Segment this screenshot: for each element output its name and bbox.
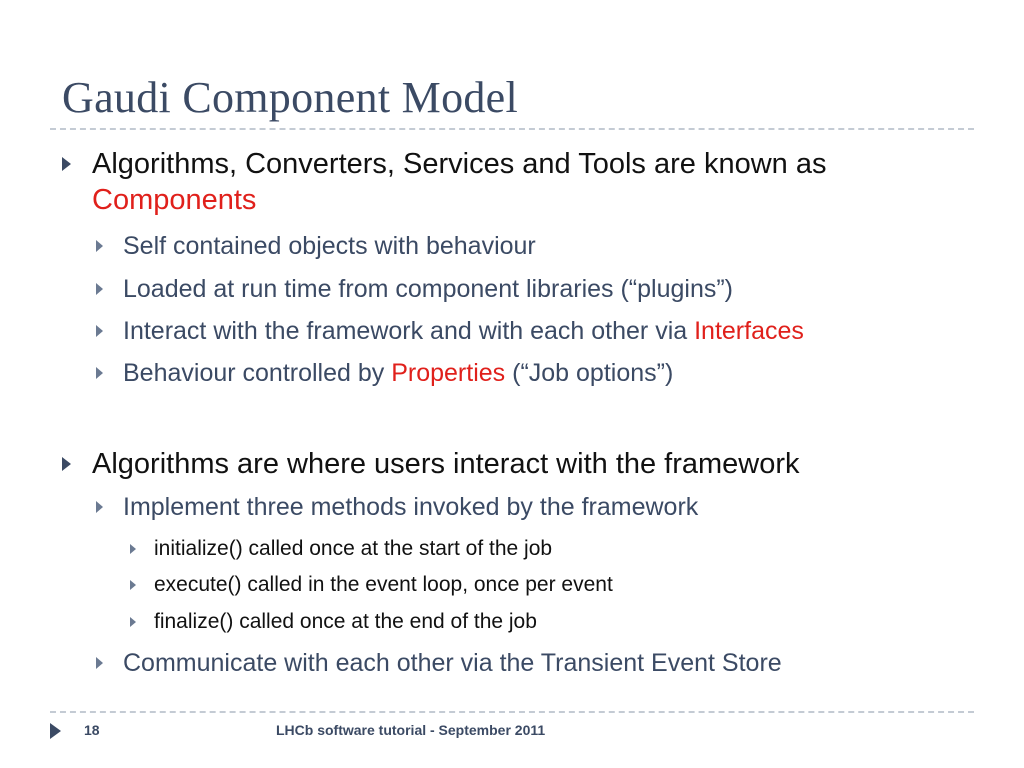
bullet-item	[130, 535, 552, 563]
item-highlight: Properties	[391, 359, 506, 387]
bullet-item	[96, 357, 673, 389]
bullet-item	[96, 491, 698, 523]
item-text: finalize() called once at the end of the job	[154, 610, 537, 633]
item-highlight: Components	[92, 184, 257, 216]
item-text: Algorithms are where users interact with the framework	[92, 448, 800, 480]
item-text: execute() called in the event loop, once per event	[154, 573, 613, 596]
item-text: Interact with the framework and with each other via	[123, 317, 695, 345]
bullet-arrow-icon	[62, 157, 71, 171]
bullet-arrow-icon	[130, 580, 136, 590]
item-text: (“Job options”)	[505, 359, 674, 387]
bullet-item	[96, 230, 536, 262]
bullet-arrow-icon	[96, 501, 103, 513]
item-text: Algorithms, Converters, Services and Tools are known as	[92, 148, 827, 180]
item-text: Implement three methods invoked by the framework	[123, 493, 699, 521]
bullet-arrow-icon	[96, 657, 103, 669]
bullet-item-components	[62, 146, 962, 218]
bullet-arrow-icon	[62, 457, 71, 471]
item-text: Communicate with each other via the Transient Event Store	[123, 649, 782, 677]
bullet-item	[96, 315, 804, 347]
item-highlight: Interfaces	[694, 317, 804, 345]
bullet-arrow-icon	[96, 240, 103, 252]
bullet-item	[130, 571, 613, 599]
slide-title: Gaudi Component Model	[62, 73, 519, 122]
bullet-item	[130, 608, 537, 636]
item-text: Loaded at run time from component libraries (“plugins”)	[123, 275, 733, 303]
item-text: initialize() called once at the start of the job	[154, 537, 553, 560]
bullet-arrow-icon	[96, 325, 103, 337]
bullet-item	[96, 647, 782, 679]
footer-text: LHCb software tutorial - September 2011	[276, 722, 546, 738]
bullet-arrow-icon	[130, 544, 136, 554]
bullet-arrow-icon	[96, 367, 103, 379]
triangle-right-icon	[50, 723, 61, 739]
page-number: 18	[84, 722, 100, 738]
footer-divider	[50, 711, 974, 713]
item-text: Self contained objects with behaviour	[123, 232, 536, 260]
item-text: Behaviour controlled by	[123, 359, 392, 387]
bullet-arrow-icon	[96, 283, 103, 295]
bullet-item	[96, 273, 733, 305]
bullet-item-algorithms	[62, 446, 800, 482]
bullet-arrow-icon	[130, 617, 136, 627]
